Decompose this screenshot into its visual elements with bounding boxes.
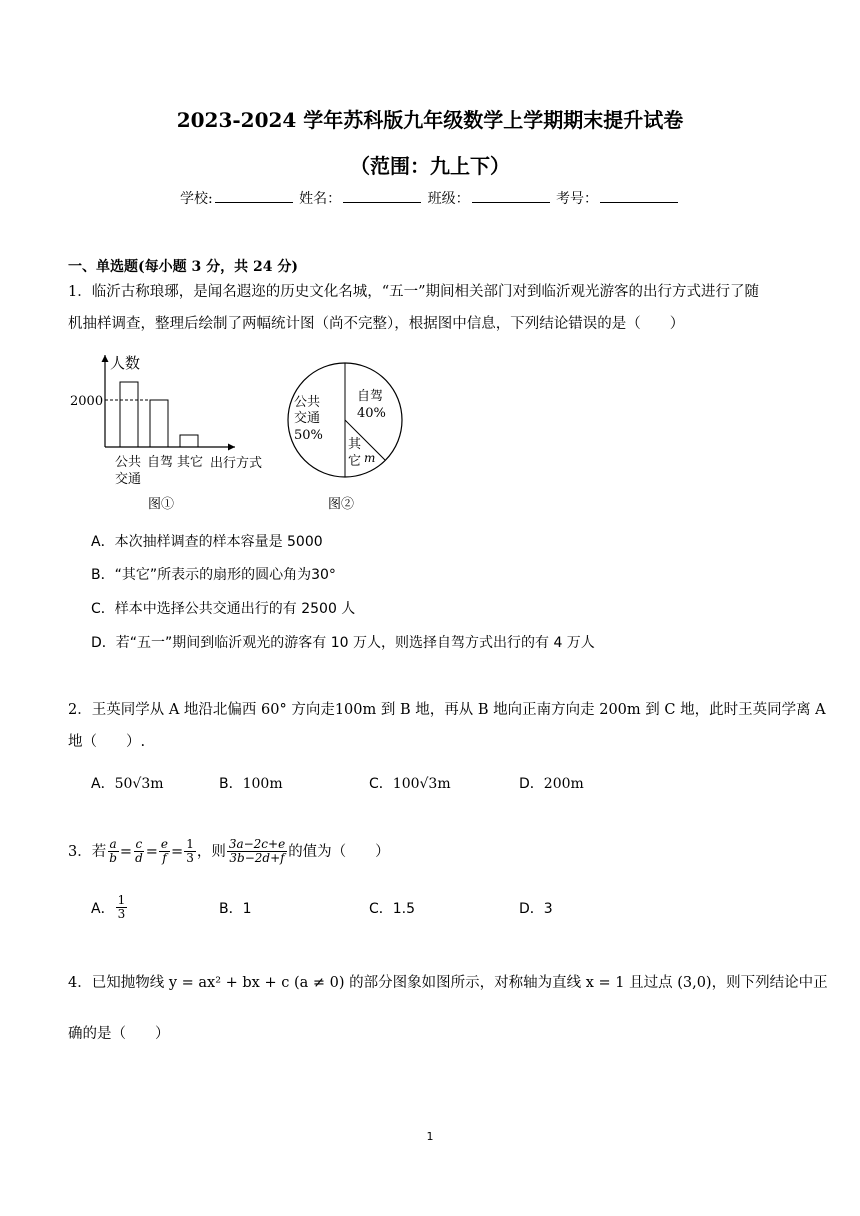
q1-option-a: A．本次抽样调查的样本容量是 5000 [91,534,323,550]
slice-public-label-2: 交通 [294,411,321,426]
name-blank [343,190,421,203]
exam-no-blank [600,190,678,203]
page-title: 2023-2024 学年苏科版九年级数学上学期期末提升试卷 [176,108,684,132]
q1-text-line1: 1．临沂古称琅琊，是闻名遐迩的历史文化名城，“五一”期间相关部门对到临沂观光游客的出行方式进行了随 [68,284,760,300]
school-label: 学校: [179,191,213,207]
slice-other-label-2: 它 [348,454,362,469]
class-blank [472,190,550,203]
page-subtitle: （范围：九上下） [350,154,510,178]
q4-text-line2: 确的是（ ） [68,1026,170,1042]
category-label-public-2: 交通 [115,472,142,487]
frac-e-f: $\frac{e}{f}$ [160,837,169,865]
school-blank [215,190,293,203]
q1-bar-chart [70,350,290,515]
q4-text-line1: 4．已知抛物线 y = ax² + bx + c (a ≠ 0) 的部分图象如图所示，对称轴为直线 x = 1 且过点 (3,0)，则下列结论中正 [68,975,828,991]
bar-public-transport [120,382,138,447]
category-label-other: 其它 [177,455,204,470]
q2-text-line2: 地（ ）. [68,734,146,750]
figure-2-caption: 图② [328,497,355,512]
name-label: 姓名： [299,191,342,207]
q3-option-a: A． $\frac{1}{3}$ [91,893,126,921]
student-info-line [0,188,860,208]
frac-expression: $\frac{3a-2c+e}{3b-2d+f}$ [228,837,286,865]
q3-option-b: B．1 [219,901,252,917]
y-tick-2000: 2000 [70,394,104,409]
slice-public-pct: 50% [294,428,323,443]
y-axis-label: 人数 [110,354,141,372]
section-heading: 一、单选题(每小题 3 分，共 24 分) [68,259,298,275]
figure-1-caption: 图① [148,497,175,512]
q1-option-c: C．样本中选择公共交通出行的有 2500 人 [91,601,356,617]
slice-other-label-1: 其 [348,437,362,452]
q2-option-b: B．100m [219,776,283,792]
page-number: 1 [426,1130,434,1143]
q2-option-a: A．50√3m [91,776,164,792]
frac-c-d: $\frac{c}{d}$ [135,837,143,865]
q3-option-c: C．1.5 [369,901,416,917]
slice-other-variable: m [364,451,376,465]
bar-self-drive [150,400,168,447]
q1-option-d: D．若“五一”期间到临沂观光的游客有 10 万人，则选择自驾方式出行的有 4 万人 [91,635,595,651]
q1-option-b: B．“其它”所表示的扇形的圆心角为30° [91,567,336,583]
x-axis-label: 出行方式 [210,456,263,471]
category-label-public-1: 公共 [115,455,142,470]
q1-text-line2: 机抽样调查，整理后绘制了两幅统计图（尚不完整），根据图中信息，下列结论错误的是（ ） [68,316,685,332]
slice-self-drive-pct: 40% [357,406,386,421]
q2-option-d: D．200m [519,776,584,792]
category-label-self-drive: 自驾 [147,455,174,470]
q1-pie-chart [280,350,410,515]
frac-one-third: $\frac{1}{3}$ [186,837,194,865]
slice-self-drive-label: 自驾 [357,389,384,404]
q3-text: 3．若 $\frac{a}{b}$ = $\frac{c}{d}$ = $\frac{e}{f}$ = $\frac{1}{3}$ ，则 $\frac{3a-2c+e}{3b-2d+f}$ 的值为（ ） [68,837,390,865]
q3-option-d: D．3 [519,901,553,917]
q3-option-a-fraction: $\frac{1}{3}$ [117,893,126,921]
bar-other [180,435,198,447]
exam-no-label: 考号： [556,191,599,207]
frac-a-b: $\frac{a}{b}$ [109,837,117,865]
class-label: 班级： [427,191,470,207]
q2-text-line1: 2．王英同学从 A 地沿北偏西 60° 方向走100m 到 B 地，再从 B 地向正南方向走 200m 到 C 地，此时王英同学离 A [68,702,826,718]
slice-public-label-1: 公共 [294,395,321,410]
q2-option-c: C．100√3m [369,776,451,792]
